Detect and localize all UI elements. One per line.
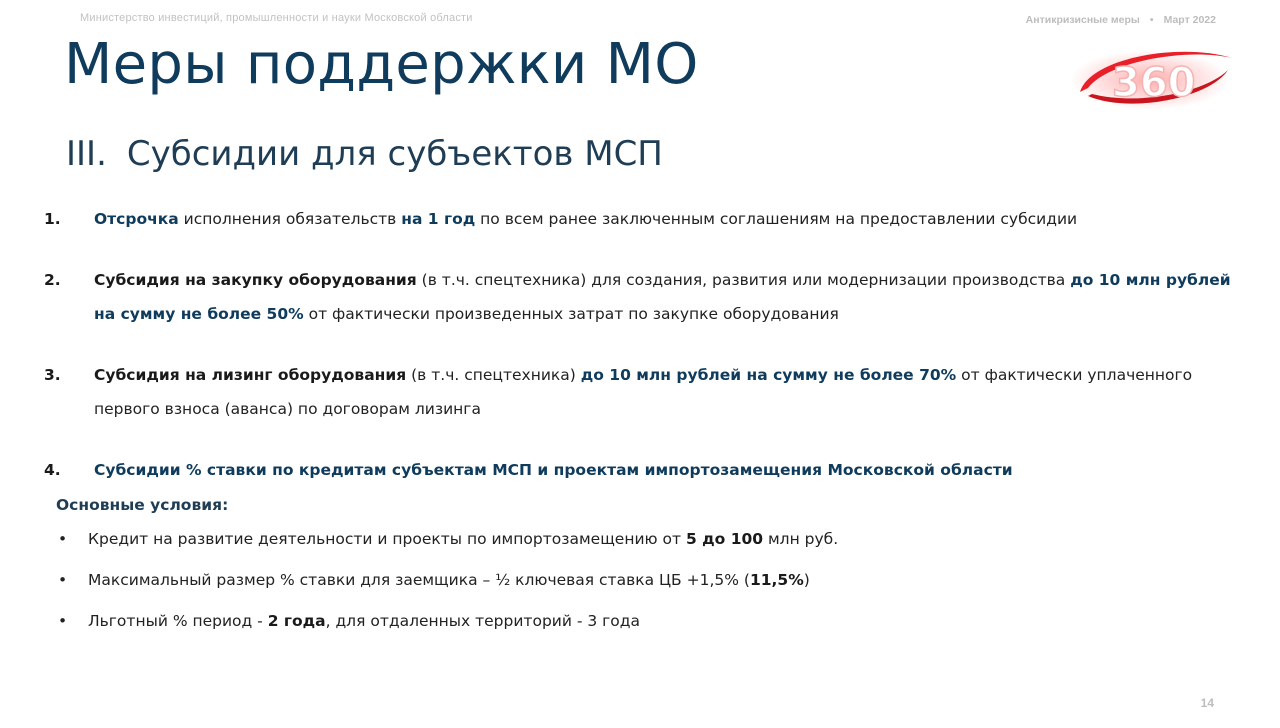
list-item bbox=[44, 453, 1234, 487]
svg-text:360: 360 bbox=[1112, 60, 1196, 106]
condition-plain: Льготный % период - bbox=[88, 612, 268, 630]
item-text bbox=[94, 202, 1077, 236]
header-meta bbox=[1026, 14, 1216, 26]
item-highlight: Субсидии % ставки по кредитам субъектам МСП и проектам импортозамещения Московской области bbox=[94, 461, 1013, 479]
item-number: 4. bbox=[44, 461, 61, 479]
subtitle-text: Субсидии для субъектов МСП bbox=[126, 134, 663, 174]
logo-360-icon bbox=[1070, 36, 1238, 112]
condition-plain: млн руб. bbox=[763, 530, 839, 548]
item-plain: исполнения обязательств bbox=[178, 210, 402, 228]
item-plain: от фактически уплаченного первого взноса (аванса) по договорам лизинга bbox=[94, 366, 1193, 418]
item-highlight: до 10 млн рублей на сумму не более 70% bbox=[580, 366, 957, 384]
condition-bold: 5 до 100 bbox=[685, 530, 764, 548]
conditions-title: Основные условия: bbox=[56, 496, 229, 514]
condition-plain: Кредит на развитие деятельности и проекты по импортозамещению от bbox=[88, 530, 686, 548]
condition-plain: ) bbox=[803, 571, 810, 589]
section-label: Антикризисные меры bbox=[1025, 14, 1140, 26]
condition-item bbox=[56, 569, 1156, 591]
conditions-block bbox=[56, 496, 1156, 651]
item-highlight: на 1 год bbox=[401, 210, 476, 228]
ministry-name: Министерство инвестиций, промышленности и науки Московской области bbox=[80, 12, 473, 24]
condition-text bbox=[88, 569, 810, 591]
bullet-icon: • bbox=[58, 530, 68, 548]
item-plain: по всем ранее заключенным соглашениям на предоставлении субсидии bbox=[475, 210, 1078, 228]
condition-text bbox=[88, 610, 640, 632]
list-item bbox=[44, 263, 1234, 331]
condition-item bbox=[56, 610, 1156, 632]
item-bold: Субсидия на закупку оборудования bbox=[94, 271, 417, 289]
condition-bold: 2 года bbox=[267, 612, 326, 630]
list-item bbox=[44, 358, 1234, 426]
measures-list bbox=[44, 202, 1234, 514]
item-number: 2. bbox=[44, 271, 61, 289]
item-plain: (в т.ч. спецтехника) для создания, развития или модернизации производства bbox=[416, 271, 1071, 289]
item-plain: (в т.ч. спецтехника) bbox=[406, 366, 581, 384]
subtitle-number: III. bbox=[66, 134, 107, 174]
page-title: Меры поддержки МО bbox=[64, 32, 699, 97]
page-number: 14 bbox=[1200, 696, 1214, 710]
separator-dot: • bbox=[1149, 14, 1154, 26]
bullet-icon: • bbox=[58, 571, 68, 589]
date-label: Март 2022 bbox=[1163, 14, 1216, 26]
section-subtitle bbox=[66, 134, 663, 174]
item-number: 3. bbox=[44, 366, 61, 384]
item-highlight: Отсрочка bbox=[94, 210, 179, 228]
condition-plain: , для отдаленных территорий - 3 года bbox=[325, 612, 641, 630]
condition-bold: 11,5% bbox=[749, 571, 804, 589]
item-number: 1. bbox=[44, 210, 61, 228]
condition-text bbox=[88, 528, 838, 550]
condition-plain: Максимальный размер % ставки для заемщика – ½ ключевая ставка ЦБ +1,5% ( bbox=[88, 571, 750, 589]
bullet-icon: • bbox=[58, 612, 68, 630]
item-highlight: до 10 млн рублей на сумму не более 50% bbox=[94, 271, 1231, 323]
item-text bbox=[94, 358, 1234, 426]
condition-item bbox=[56, 528, 1156, 550]
item-plain: от фактически произведенных затрат по закупке оборудования bbox=[303, 305, 839, 323]
list-item bbox=[44, 202, 1234, 236]
item-text bbox=[94, 453, 1013, 487]
item-bold: Субсидия на лизинг оборудования bbox=[94, 366, 407, 384]
item-text bbox=[94, 263, 1234, 331]
